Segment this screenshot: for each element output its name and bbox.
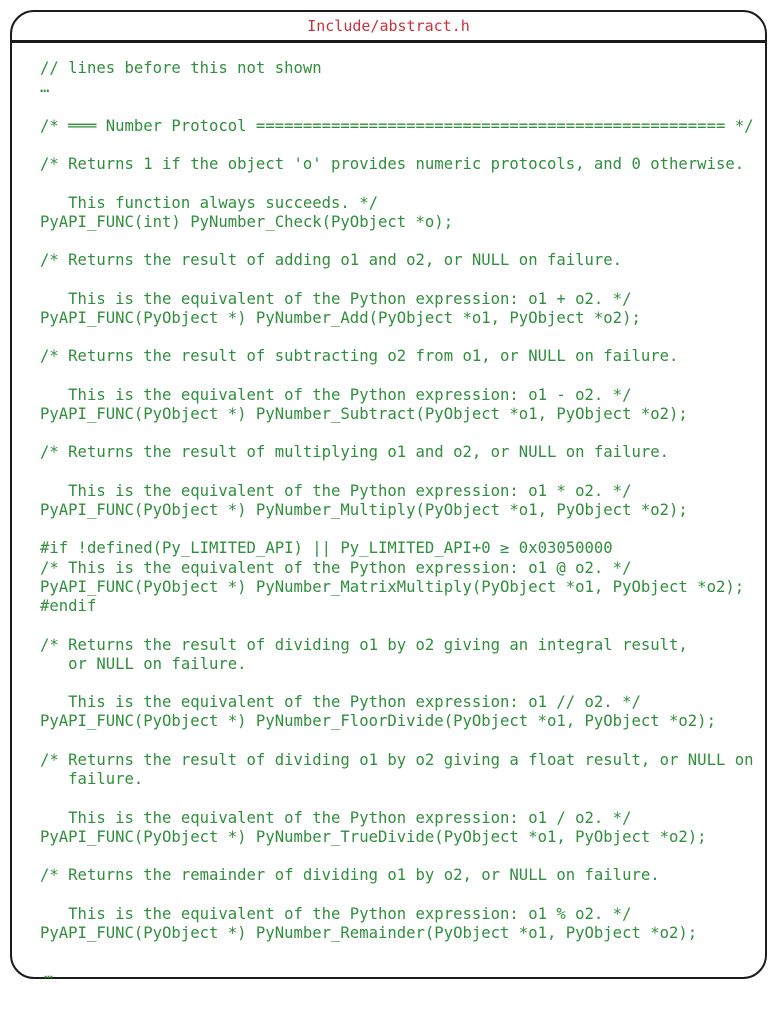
code-line <box>40 732 754 751</box>
code-line: #if !defined(Py_LIMITED_API) || Py_LIMITED_API+0 ≥ 0x03050000 <box>40 539 613 558</box>
code-line: This is the equivalent of the Python expression: o1 * o2. */ <box>40 481 632 500</box>
code-line <box>40 520 754 539</box>
code-line: PyAPI_FUNC(PyObject *) PyNumber_Remainder(PyObject *o1, PyObject *o2); <box>40 923 698 942</box>
code-line: /* Returns the remainder of dividing o1 by o2, or NULL on failure. <box>40 866 660 885</box>
title-divider <box>12 40 765 43</box>
trailing-ellipsis: … <box>44 964 54 982</box>
code-line <box>40 885 754 904</box>
code-line: … <box>40 78 50 97</box>
code-line <box>40 847 754 866</box>
code-line <box>40 367 754 386</box>
code-line: PyAPI_FUNC(PyObject *) PyNumber_Multiply(PyObject *o1, PyObject *o2); <box>40 501 688 520</box>
code-line <box>40 463 754 482</box>
code-line: PyAPI_FUNC(PyObject *) PyNumber_Subtract(PyObject *o1, PyObject *o2); <box>40 404 688 423</box>
code-line: PyAPI_FUNC(PyObject *) PyNumber_TrueDivide(PyObject *o1, PyObject *o2); <box>40 827 707 846</box>
code-line: or NULL on failure. <box>40 654 247 673</box>
code-line: This function always succeeds. */ <box>40 193 378 212</box>
code-line: #endif <box>40 597 97 616</box>
code-line: PyAPI_FUNC(int) PyNumber_Check(PyObject *o); <box>40 212 454 231</box>
code-line: PyAPI_FUNC(PyObject *) PyNumber_MatrixMultiply(PyObject *o1, PyObject *o2); <box>40 577 745 596</box>
code-line: // lines before this not shown <box>40 59 322 77</box>
code-line <box>40 424 754 443</box>
code-line: PyAPI_FUNC(PyObject *) PyNumber_FloorDivide(PyObject *o1, PyObject *o2); <box>40 712 716 731</box>
code-line <box>40 97 754 116</box>
code-line: This is the equivalent of the Python expression: o1 - o2. */ <box>40 385 632 404</box>
code-line <box>40 136 754 155</box>
code-line: /* Returns the result of subtracting o2 from o1, or NULL on failure. <box>40 347 679 366</box>
code-line <box>40 232 754 251</box>
code-line <box>40 674 754 693</box>
code-line: /* Returns the result of adding o1 and o2, or NULL on failure. <box>40 251 623 270</box>
code-line <box>40 789 754 808</box>
code-line: /* Returns the result of multiplying o1 and o2, or NULL on failure. <box>40 443 670 462</box>
code-line: PyAPI_FUNC(PyObject *) PyNumber_Add(PyObject *o1, PyObject *o2); <box>40 308 641 327</box>
code-line <box>40 174 754 193</box>
file-title: Include/abstract.h <box>307 17 470 35</box>
code-line: /* ═══ Number Protocol ================================================== */ <box>40 116 754 135</box>
code-line: failure. <box>40 770 144 789</box>
code-line: /* Returns 1 if the object 'o' provides numeric protocols, and 0 otherwise. <box>40 155 745 174</box>
code-line <box>40 270 754 289</box>
code-line <box>40 616 754 635</box>
code-line: /* Returns the result of dividing o1 by o2 giving an integral result, <box>40 635 688 654</box>
code-frame <box>10 10 767 982</box>
code-line: This is the equivalent of the Python expression: o1 + o2. */ <box>40 289 632 308</box>
code-line: /* This is the equivalent of the Python expression: o1 @ o2. */ <box>40 558 632 577</box>
code-line: This is the equivalent of the Python expression: o1 / o2. */ <box>40 808 632 827</box>
code-line <box>40 328 754 347</box>
code-line: This is the equivalent of the Python expression: o1 % o2. */ <box>40 904 632 923</box>
code-line: /* Returns the result of dividing o1 by o2 giving a float result, or NULL on <box>40 750 754 769</box>
code-block <box>40 59 754 943</box>
code-line: This is the equivalent of the Python expression: o1 // o2. */ <box>40 693 641 712</box>
